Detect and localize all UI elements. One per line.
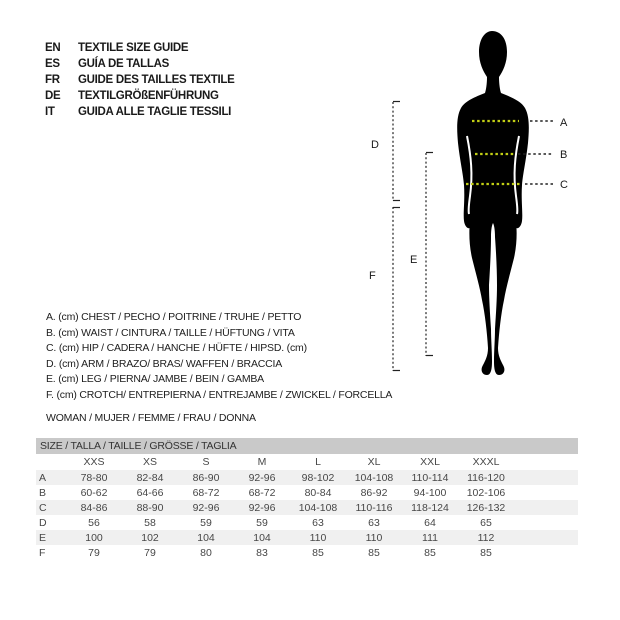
legend-leg: E. (cm) LEG / PIERNA/ JAMBE / BEIN / GAMBA xyxy=(46,373,264,386)
lang-code: IT xyxy=(45,106,55,118)
cell: 116-120 xyxy=(467,471,505,484)
lang-code: EN xyxy=(45,42,61,54)
cell: 104 xyxy=(253,531,271,544)
legend-hip: C. (cm) HIP / CADERA / HANCHE / HÜFTE / HIPSD. (cm) xyxy=(46,342,307,355)
cell: 58 xyxy=(144,516,156,529)
lang-row-en xyxy=(45,40,235,56)
row-label: B xyxy=(39,486,47,499)
cell: 112 xyxy=(477,531,495,544)
legend-chest: A. (cm) CHEST / PECHO / POITRINE / TRUHE / PETTO xyxy=(46,311,302,323)
legend-waist: B. (cm) WAIST / CINTURA / TAILLE / HÜFTUNG / VITA xyxy=(46,326,295,339)
guide-title: TEXTILGRÖßENFÜHRUNG xyxy=(78,90,219,102)
cell: 80-84 xyxy=(304,486,332,499)
cell: 92-96 xyxy=(248,471,276,484)
cell: 59 xyxy=(200,516,212,529)
measurement-legend xyxy=(46,310,392,404)
cell-filler xyxy=(514,485,578,500)
cell: 63 xyxy=(368,516,380,529)
col-xxxl: XXXL xyxy=(472,456,500,468)
col-m: M xyxy=(257,456,267,468)
lang-row-fr xyxy=(45,72,235,88)
cell: 64 xyxy=(424,516,436,529)
cell: 63 xyxy=(312,516,324,529)
cell: 65 xyxy=(480,516,492,529)
row-label: F xyxy=(39,546,46,559)
cell: 83 xyxy=(256,546,268,559)
cell: 59 xyxy=(256,516,268,529)
cell: 94-100 xyxy=(413,486,447,499)
cell: 118-124 xyxy=(411,501,449,514)
cell: 64-66 xyxy=(136,486,164,499)
cell: 102-106 xyxy=(466,486,506,499)
table-row-e xyxy=(36,530,578,545)
col-xxl: XXL xyxy=(420,456,440,468)
table-row-c xyxy=(36,500,578,515)
cell: 84-86 xyxy=(80,501,108,514)
guide-title: GUIDE DES TAILLES TEXTILE xyxy=(78,74,235,86)
figure-label-c: C xyxy=(560,179,568,191)
table-row-a xyxy=(36,470,578,485)
cell: 68-72 xyxy=(192,486,220,499)
cell: 92-96 xyxy=(248,501,276,514)
cell: 78-80 xyxy=(80,471,108,484)
cell: 104-108 xyxy=(354,471,394,484)
cell: 104-108 xyxy=(298,501,338,514)
table-row-f xyxy=(36,545,578,560)
crotch-measure-line xyxy=(393,207,400,371)
size-header-empty xyxy=(36,454,66,470)
cell: 79 xyxy=(88,546,100,559)
arm-measure-line xyxy=(393,102,400,202)
leg-measure-line xyxy=(426,153,433,357)
cell-filler xyxy=(514,500,578,515)
size-table-grid xyxy=(36,454,578,560)
row-label: C xyxy=(39,501,47,514)
figure-label-e: E xyxy=(410,254,418,266)
cell: 79 xyxy=(144,546,156,559)
cell: 110-114 xyxy=(411,471,449,484)
language-title-block xyxy=(45,40,235,120)
guide-title: GUIDA ALLE TAGLIE TESSILI xyxy=(78,106,232,118)
cell: 102 xyxy=(141,531,159,544)
cell-filler xyxy=(514,545,578,560)
cell: 88-90 xyxy=(136,501,164,514)
col-s: S xyxy=(202,456,210,468)
size-header-row xyxy=(36,454,578,470)
table-row-b xyxy=(36,485,578,500)
table-row-d xyxy=(36,515,578,530)
cell: 100 xyxy=(85,531,103,544)
row-label: D xyxy=(39,516,47,529)
figure-label-b: B xyxy=(560,149,568,161)
figure-label-f: F xyxy=(369,270,376,282)
cell: 85 xyxy=(368,546,380,559)
figure-label-a: A xyxy=(560,117,568,129)
cell-filler xyxy=(514,470,578,485)
legend-crotch: F. (cm) CROTCH/ ENTREPIERNA / ENTREJAMBE / ZWICKEL / FORCELLA xyxy=(46,388,393,401)
cell-filler xyxy=(514,530,578,545)
cell: 85 xyxy=(312,546,324,559)
cell-filler xyxy=(514,515,578,530)
woman-silhouette xyxy=(457,31,529,375)
cell: 56 xyxy=(88,516,100,529)
cell: 98-102 xyxy=(301,471,335,484)
row-label: A xyxy=(39,471,47,484)
cell: 82-84 xyxy=(136,471,164,484)
col-xxs: XXS xyxy=(83,456,105,468)
legend-arm: D. (cm) ARM / BRAZO/ BRAS/ WAFFEN / BRACCIA xyxy=(46,357,283,370)
lang-row-es xyxy=(45,56,235,72)
size-table xyxy=(36,438,578,560)
cell: 126-132 xyxy=(466,501,506,514)
cell: 85 xyxy=(480,546,492,559)
gender-line: WOMAN / MUJER / FEMME / FRAU / DONNA xyxy=(46,412,256,424)
figure-label-d: D xyxy=(371,139,379,151)
size-table-title: SIZE / TALLA / TAILLE / GRÖSSE / TAGLIA xyxy=(36,438,578,454)
cell: 86-90 xyxy=(192,471,220,484)
cell: 110 xyxy=(309,531,327,544)
guide-title: TEXTILE SIZE GUIDE xyxy=(78,42,189,54)
cell: 110 xyxy=(365,531,383,544)
row-label: E xyxy=(39,531,47,544)
cell: 85 xyxy=(424,546,436,559)
lang-row-it xyxy=(45,104,235,120)
cell: 68-72 xyxy=(248,486,276,499)
cell: 86-92 xyxy=(360,486,388,499)
lang-row-de xyxy=(45,88,235,104)
col-xs: XS xyxy=(142,456,157,468)
lang-code: ES xyxy=(45,58,60,70)
cell: 60-62 xyxy=(80,486,108,499)
cell: 80 xyxy=(200,546,212,559)
col-filler xyxy=(514,454,578,470)
cell: 111 xyxy=(422,531,438,544)
lang-code: DE xyxy=(45,90,61,102)
cell: 92-96 xyxy=(192,501,220,514)
col-l: L xyxy=(315,456,321,468)
col-xl: XL xyxy=(367,456,381,468)
lang-code: FR xyxy=(45,74,60,86)
guide-title: GUÍA DE TALLAS xyxy=(78,58,169,70)
cell: 110-116 xyxy=(355,501,393,514)
cell: 104 xyxy=(197,531,215,544)
